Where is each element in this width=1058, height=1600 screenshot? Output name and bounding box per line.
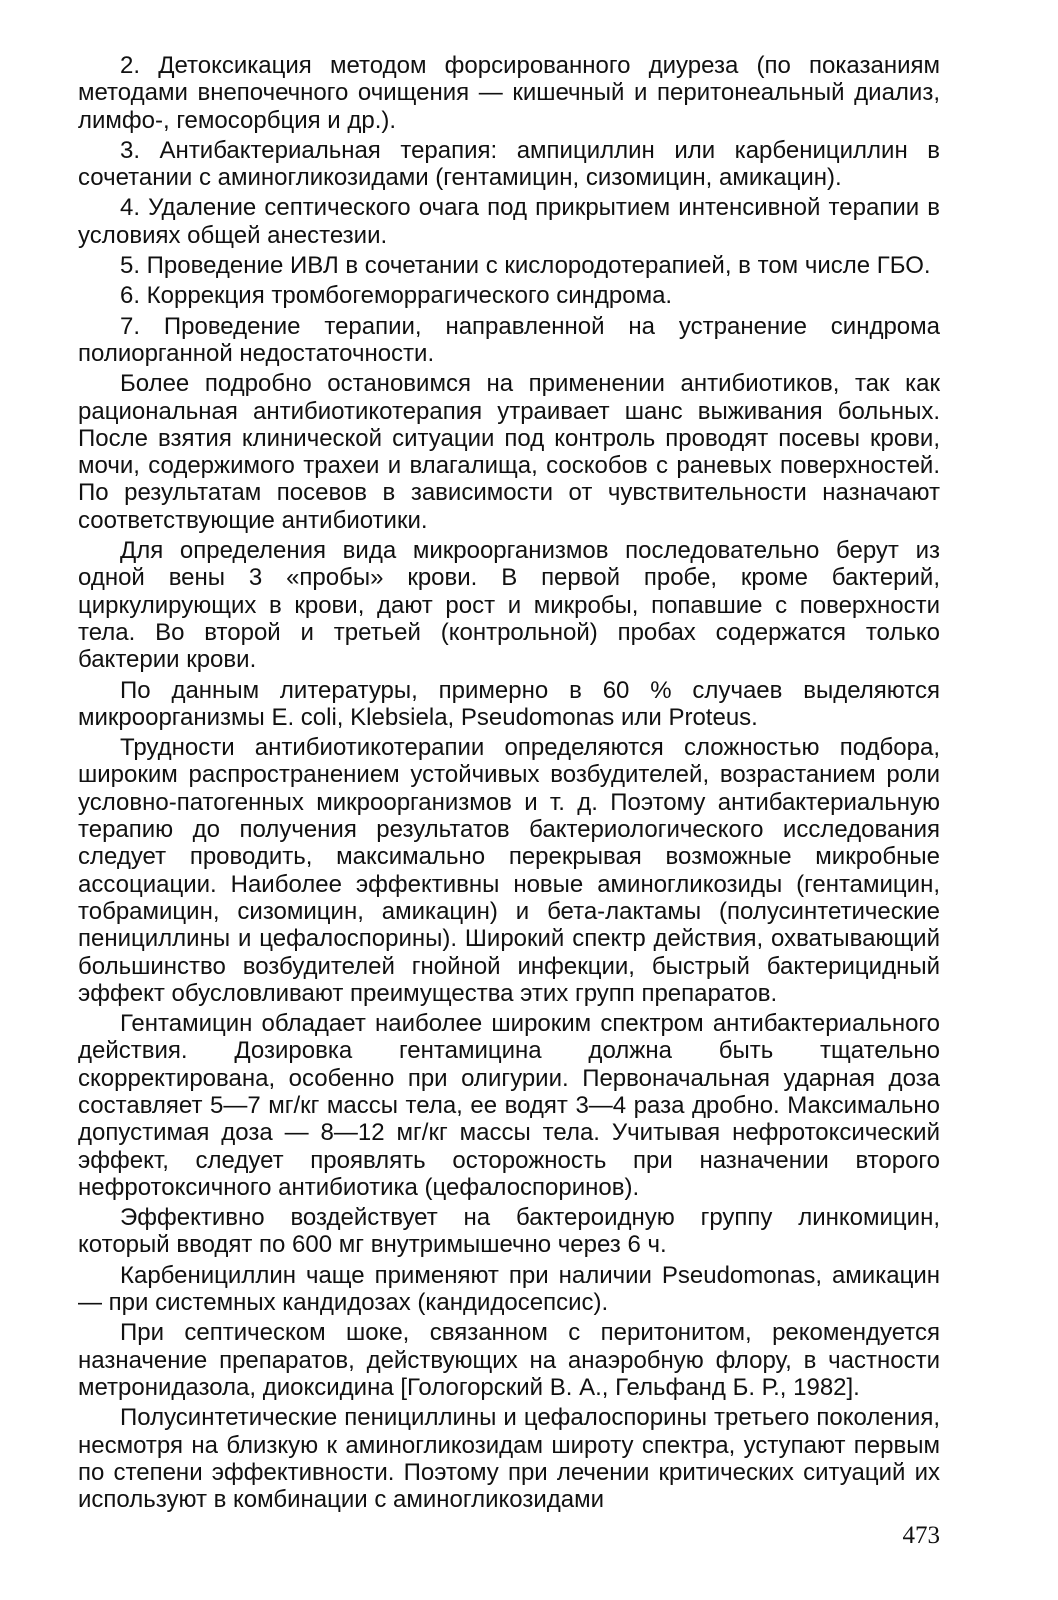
- paragraph: 5. Проведение ИВЛ в сочетании с кислородотерапией, в том числе ГБО.: [120, 252, 931, 280]
- paragraph: Гентамицин обладает наиболее широким спектром антибактериального действия. Дозировка гентамицина должна быть тщательно скорректирована, особенно при олигурии. Первоначальная ударная доза составляет 5—7 мг/кг массы тела, ее водят 3—4 раза дробно. Максимально допустимая доза — 8—12 мг/кг массы тела. Учитывая нефротоксический эффект, следует проявлять осторожность при назначении второго нефротоксичного антибиотика (цефалоспоринов).: [78, 1010, 940, 1201]
- paragraph: 4. Удаление септического очага под прикрытием интенсивной терапии в условиях общей анестезии.: [78, 194, 940, 249]
- paragraph: Полусинтетические пенициллины и цефалоспорины третьего поколения, несмотря на близкую к аминогликозидам широту спектра, уступают первым по степени эффективности. Поэтому при лечении критических ситуаций их используют в комбинации с аминогликозидами: [78, 1404, 940, 1514]
- paragraph: При септическом шоке, связанном с перитонитом, рекомендуется назначение препаратов, действующих на анаэробную флору, в частности метронидазола, диоксидина [Гологорский В. А., Гельфанд Б. Р., 1982].: [78, 1319, 940, 1401]
- paragraph: Трудности антибиотикотерапии определяются сложностью подбора, широким распространением устойчивых возбудителей, возрастанием роли условно-патогенных микроорганизмов и т. д. Поэтому антибактериальную терапию до получения результатов бактериологического исследования следует проводить, максимально перекрывая возможные микробные ассоциации. Наиболее эффективны новые аминогликозиды (гентамицин, тобрамицин, сизомицин, амикацин) и бета-лактамы (полусинтетические пенициллины и цефалоспорины). Широкий спектр действия, охватывающий большинство возбудителей гнойной инфекции, быстрый бактерицидный эффект обусловливают преимущества этих групп препаратов.: [78, 734, 940, 1007]
- paragraph: Для определения вида микроорганизмов последовательно берут из одной вены 3 «пробы» крови. В первой пробе, кроме бактерий, циркулирующих в крови, дают рост и микробы, попавшие с поверхности тела. Во второй и третьей (контрольной) пробах содержатся только бактерии крови.: [78, 537, 940, 674]
- paragraph: Более подробно остановимся на применении антибиотиков, так как рациональная антибиотикотерапия утраивает шанс выживания больных. После взятия клинической ситуации под контроль проводят посевы крови, мочи, содержимого трахеи и влагалища, соскобов с раневых поверхностей. По результатам посевов в зависимости от чувствительности назначают соответствующие антибиотики.: [78, 370, 940, 534]
- paragraph: Эффективно воздействует на бактероидную группу линкомицин, который вводят по 600 мг внутримышечно через 6 ч.: [78, 1204, 940, 1259]
- paragraph: 2. Детоксикация методом форсированного диуреза (по показаниям методами внепочечного очищения — кишечный и перитонеальный диализ, лимфо-, гемосорбция и др.).: [78, 52, 940, 134]
- page-number: 473: [902, 1522, 940, 1549]
- paragraph: 6. Коррекция тромбогеморрагического синдрома.: [120, 282, 673, 310]
- page-body: [78, 52, 940, 1513]
- paragraph: 7. Проведение терапии, направленной на устранение синдрома полиорганной недостаточности.: [78, 312, 940, 367]
- paragraph: Карбенициллин чаще применяют при наличии Pseudomonas, амикацин — при системных кандидозах (кандидосепсис).: [78, 1261, 940, 1317]
- paragraph: По данным литературы, примерно в 60 % случаев выделяются микроорганизмы E. coli, Klebsiela, Pseudomonas или Proteus.: [78, 676, 940, 731]
- paragraph: 3. Антибактериальная терапия: ампициллин или карбенициллин в сочетании с аминогликозидами (гентамицин, сизомицин, амикацин).: [78, 136, 940, 192]
